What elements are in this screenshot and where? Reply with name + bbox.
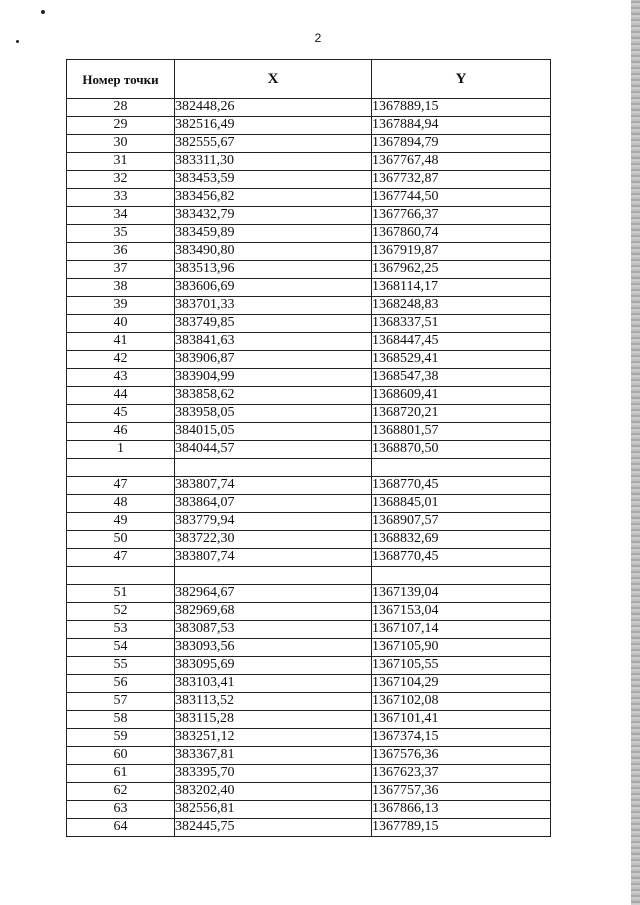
point-number-cell: 46	[67, 423, 175, 441]
x-coordinate-cell: 383701,33	[175, 297, 372, 315]
header-y: Y	[372, 60, 551, 99]
y-coordinate-cell: 1367894,79	[372, 135, 551, 153]
table-row	[67, 747, 551, 765]
table-header-row	[67, 60, 551, 99]
x-coordinate-cell: 383395,70	[175, 765, 372, 783]
point-number-cell: 42	[67, 351, 175, 369]
table-row	[67, 171, 551, 189]
y-coordinate-cell: 1368248,83	[372, 297, 551, 315]
point-number-cell: 60	[67, 747, 175, 765]
point-number-cell	[67, 567, 175, 585]
table-row	[67, 459, 551, 477]
point-number-cell: 64	[67, 819, 175, 837]
x-coordinate-cell: 383115,28	[175, 711, 372, 729]
x-coordinate-cell: 383841,63	[175, 333, 372, 351]
table-row	[67, 99, 551, 117]
point-number-cell: 63	[67, 801, 175, 819]
x-coordinate-cell: 383202,40	[175, 783, 372, 801]
table-row	[67, 297, 551, 315]
table-row	[67, 711, 551, 729]
x-coordinate-cell: 384015,05	[175, 423, 372, 441]
x-coordinate-cell: 383251,12	[175, 729, 372, 747]
x-coordinate-cell: 383456,82	[175, 189, 372, 207]
y-coordinate-cell: 1367860,74	[372, 225, 551, 243]
y-coordinate-cell: 1368845,01	[372, 495, 551, 513]
point-number-cell: 29	[67, 117, 175, 135]
x-coordinate-cell: 383807,74	[175, 477, 372, 495]
table-row	[67, 405, 551, 423]
point-number-cell: 54	[67, 639, 175, 657]
x-coordinate-cell: 382964,67	[175, 585, 372, 603]
y-coordinate-cell: 1367919,87	[372, 243, 551, 261]
x-coordinate-cell: 383311,30	[175, 153, 372, 171]
point-number-cell: 32	[67, 171, 175, 189]
y-coordinate-cell: 1367766,37	[372, 207, 551, 225]
point-number-cell: 51	[67, 585, 175, 603]
y-coordinate-cell: 1367104,29	[372, 675, 551, 693]
point-number-cell: 57	[67, 693, 175, 711]
table-row	[67, 765, 551, 783]
point-number-cell: 34	[67, 207, 175, 225]
point-number-cell: 28	[67, 99, 175, 117]
y-coordinate-cell: 1368720,21	[372, 405, 551, 423]
x-coordinate-cell: 382969,68	[175, 603, 372, 621]
point-number-cell: 45	[67, 405, 175, 423]
y-coordinate-cell: 1367107,14	[372, 621, 551, 639]
point-number-cell: 62	[67, 783, 175, 801]
point-number-cell: 50	[67, 531, 175, 549]
table-row	[67, 657, 551, 675]
table-row	[67, 603, 551, 621]
y-coordinate-cell: 1367732,87	[372, 171, 551, 189]
table-row	[67, 225, 551, 243]
point-number-cell: 48	[67, 495, 175, 513]
x-coordinate-cell: 383087,53	[175, 621, 372, 639]
table-body	[67, 99, 551, 837]
coordinates-table	[66, 59, 551, 837]
scan-speck	[41, 10, 45, 14]
x-coordinate-cell: 383606,69	[175, 279, 372, 297]
table-row	[67, 135, 551, 153]
point-number-cell: 55	[67, 657, 175, 675]
x-coordinate-cell: 382448,26	[175, 99, 372, 117]
x-coordinate-cell: 384044,57	[175, 441, 372, 459]
x-coordinate-cell: 383095,69	[175, 657, 372, 675]
scan-edge-shadow	[631, 0, 640, 905]
x-coordinate-cell	[175, 459, 372, 477]
x-coordinate-cell: 383722,30	[175, 531, 372, 549]
table-row	[67, 549, 551, 567]
table-row	[67, 153, 551, 171]
table-row	[67, 567, 551, 585]
point-number-cell: 1	[67, 441, 175, 459]
table-row	[67, 333, 551, 351]
table-row	[67, 621, 551, 639]
x-coordinate-cell: 382555,67	[175, 135, 372, 153]
y-coordinate-cell: 1367767,48	[372, 153, 551, 171]
y-coordinate-cell: 1367757,36	[372, 783, 551, 801]
y-coordinate-cell: 1368770,45	[372, 477, 551, 495]
point-number-cell: 40	[67, 315, 175, 333]
y-coordinate-cell: 1367101,41	[372, 711, 551, 729]
table-row	[67, 207, 551, 225]
point-number-cell: 30	[67, 135, 175, 153]
y-coordinate-cell: 1368770,45	[372, 549, 551, 567]
table-row	[67, 279, 551, 297]
point-number-cell: 44	[67, 387, 175, 405]
header-x: X	[175, 60, 372, 99]
y-coordinate-cell: 1368337,51	[372, 315, 551, 333]
page-number: 2	[314, 31, 322, 45]
y-coordinate-cell: 1367153,04	[372, 603, 551, 621]
point-number-cell: 52	[67, 603, 175, 621]
point-number-cell: 37	[67, 261, 175, 279]
point-number-cell: 38	[67, 279, 175, 297]
table-row	[67, 315, 551, 333]
point-number-cell: 39	[67, 297, 175, 315]
table-row	[67, 639, 551, 657]
x-coordinate-cell: 383113,52	[175, 693, 372, 711]
x-coordinate-cell: 382516,49	[175, 117, 372, 135]
x-coordinate-cell: 383864,07	[175, 495, 372, 513]
point-number-cell: 41	[67, 333, 175, 351]
x-coordinate-cell: 383906,87	[175, 351, 372, 369]
table-row	[67, 531, 551, 549]
table-row	[67, 243, 551, 261]
point-number-cell: 33	[67, 189, 175, 207]
table-row	[67, 585, 551, 603]
point-number-cell: 43	[67, 369, 175, 387]
point-number-cell: 31	[67, 153, 175, 171]
point-number-cell: 36	[67, 243, 175, 261]
x-coordinate-cell: 383513,96	[175, 261, 372, 279]
x-coordinate-cell: 383432,79	[175, 207, 372, 225]
table-row	[67, 477, 551, 495]
y-coordinate-cell: 1367889,15	[372, 99, 551, 117]
point-number-cell	[67, 459, 175, 477]
table-row	[67, 495, 551, 513]
x-coordinate-cell: 383453,59	[175, 171, 372, 189]
table-row	[67, 729, 551, 747]
point-number-cell: 47	[67, 477, 175, 495]
point-number-cell: 47	[67, 549, 175, 567]
y-coordinate-cell: 1367623,37	[372, 765, 551, 783]
table-row	[67, 387, 551, 405]
y-coordinate-cell: 1367576,36	[372, 747, 551, 765]
y-coordinate-cell: 1368547,38	[372, 369, 551, 387]
point-number-cell: 59	[67, 729, 175, 747]
y-coordinate-cell: 1367105,90	[372, 639, 551, 657]
y-coordinate-cell: 1368907,57	[372, 513, 551, 531]
x-coordinate-cell: 383958,05	[175, 405, 372, 423]
y-coordinate-cell	[372, 567, 551, 585]
table-row	[67, 783, 551, 801]
table-row	[67, 819, 551, 837]
y-coordinate-cell: 1368801,57	[372, 423, 551, 441]
point-number-cell: 49	[67, 513, 175, 531]
x-coordinate-cell: 382445,75	[175, 819, 372, 837]
y-coordinate-cell: 1367102,08	[372, 693, 551, 711]
point-number-cell: 58	[67, 711, 175, 729]
point-number-cell: 35	[67, 225, 175, 243]
table-row	[67, 513, 551, 531]
y-coordinate-cell: 1368609,41	[372, 387, 551, 405]
y-coordinate-cell: 1367374,15	[372, 729, 551, 747]
y-coordinate-cell: 1367962,25	[372, 261, 551, 279]
x-coordinate-cell: 383749,85	[175, 315, 372, 333]
table-row	[67, 693, 551, 711]
x-coordinate-cell: 383858,62	[175, 387, 372, 405]
point-number-cell: 61	[67, 765, 175, 783]
table-row	[67, 117, 551, 135]
y-coordinate-cell: 1368114,17	[372, 279, 551, 297]
table-row	[67, 423, 551, 441]
x-coordinate-cell: 382556,81	[175, 801, 372, 819]
y-coordinate-cell	[372, 459, 551, 477]
header-point-number: Номер точки	[67, 60, 175, 99]
y-coordinate-cell: 1368447,45	[372, 333, 551, 351]
y-coordinate-cell: 1367884,94	[372, 117, 551, 135]
x-coordinate-cell: 383367,81	[175, 747, 372, 765]
table-row	[67, 441, 551, 459]
table-row	[67, 351, 551, 369]
x-coordinate-cell	[175, 567, 372, 585]
x-coordinate-cell: 383779,94	[175, 513, 372, 531]
y-coordinate-cell: 1368529,41	[372, 351, 551, 369]
x-coordinate-cell: 383093,56	[175, 639, 372, 657]
x-coordinate-cell: 383807,74	[175, 549, 372, 567]
table-row	[67, 189, 551, 207]
point-number-cell: 53	[67, 621, 175, 639]
y-coordinate-cell: 1367866,13	[372, 801, 551, 819]
x-coordinate-cell: 383459,89	[175, 225, 372, 243]
y-coordinate-cell: 1367789,15	[372, 819, 551, 837]
x-coordinate-cell: 383490,80	[175, 243, 372, 261]
y-coordinate-cell: 1367105,55	[372, 657, 551, 675]
y-coordinate-cell: 1368832,69	[372, 531, 551, 549]
y-coordinate-cell: 1367139,04	[372, 585, 551, 603]
x-coordinate-cell: 383103,41	[175, 675, 372, 693]
y-coordinate-cell: 1368870,50	[372, 441, 551, 459]
table-row	[67, 675, 551, 693]
y-coordinate-cell: 1367744,50	[372, 189, 551, 207]
x-coordinate-cell: 383904,99	[175, 369, 372, 387]
table-row	[67, 369, 551, 387]
table-row	[67, 261, 551, 279]
point-number-cell: 56	[67, 675, 175, 693]
table-row	[67, 801, 551, 819]
